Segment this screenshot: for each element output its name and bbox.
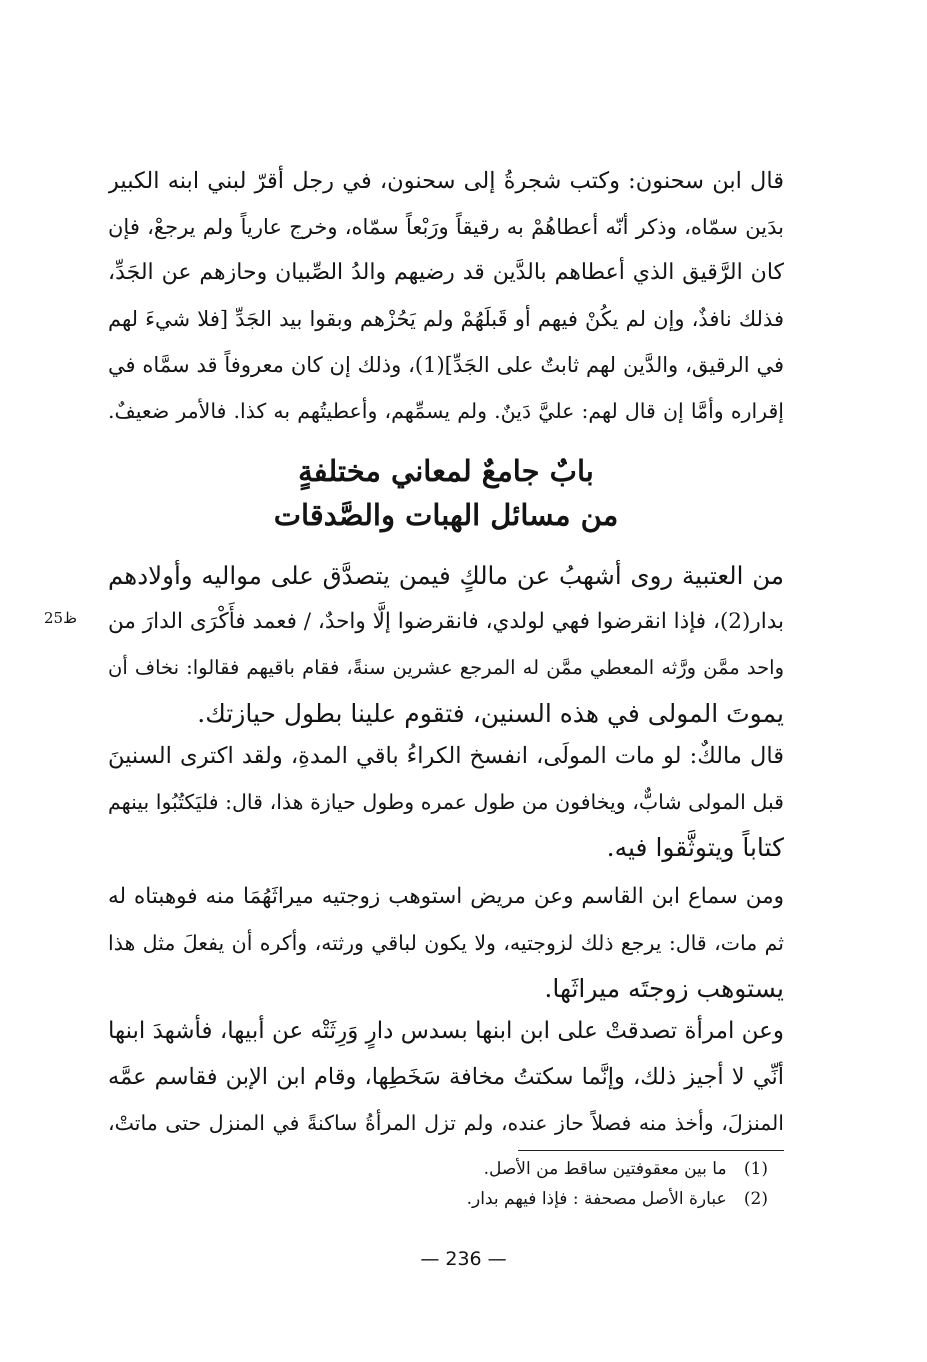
text-line: قبل المولى شابٌّ، ويخافون من طول عمره وطول حيازة هذا، قال: فليَكتُبُوا بينهم bbox=[108, 790, 784, 814]
text-line: المنزلَ، وأخذ منه فصلاً حاز عنده، ولم تزل المرأةُ ساكنةً في المنزل حتى ماتتْ، bbox=[108, 1111, 784, 1135]
text-line: بدار(2)، فإذا انقرضوا فهي لولدي، فانقرضوا إلَّا واحدٌ، / فعمد فأَكْرَى الدارَ من bbox=[108, 609, 784, 634]
footnote-text: عبارة الأصل مصحفة : فإذا فيهم بدار. bbox=[466, 1189, 727, 1209]
text-line: كان الرَّقيق الذي أعطاهم بالدَّين قد رضيهم والدُ الصِّبيان وحازهم عن الجَدِّ، bbox=[108, 260, 784, 285]
footnote-1 bbox=[300, 1156, 768, 1182]
text-line: وعن امرأة تصدقتْ على ابن ابنها بسدس دارٍ وَرِثَتْه عن أبيها، فأشهدَ ابنها bbox=[108, 1018, 784, 1044]
page-number: — 236 — bbox=[420, 1248, 507, 1270]
text-line: قال مالكٌ: لو مات المولَى، انفسخ الكراءُ باقي المدةِ، ولقد اكترى السنينَ bbox=[108, 743, 784, 769]
paragraph-1 bbox=[108, 158, 784, 434]
text-line: قال ابن سحنون: وكتب شجرةُ إلى سحنون، في رجل أقرّ لبني ابنه الكبير bbox=[108, 168, 784, 194]
text-line: إقراره وأمَّا إن قال لهم: عليَّ دَينٌ. ولم يسمِّهم، وأعطيتُهم به كذا. فالأمر ضعيفٌ. bbox=[108, 399, 784, 423]
text-line: أنِّي لا أجيز ذلك، وإنَّما سكتتُ مخافة سَخَطِها، وقام ابن الإبن فقاسم عمَّه bbox=[108, 1064, 784, 1090]
paragraph-3 bbox=[108, 733, 784, 871]
footnote-text: ما بين معقوفتين ساقط من الأصل. bbox=[483, 1159, 727, 1179]
text-line: فذلك نافذٌ، وإن لم يكُنْ فيهم أو قَبلَهُمْ ولم يَحُزْهم وبقوا بيد الجَدِّ [فلا شيءَ لهم bbox=[108, 307, 784, 331]
paragraph-4 bbox=[108, 874, 784, 1012]
text-line: واحد ممَّن ورَّثه المعطي ممَّن له المرجع عشرين سنةً، فقام باقيهم فقالوا: نخاف أن bbox=[108, 656, 784, 679]
footnote-number: (1) bbox=[743, 1159, 768, 1179]
text-line: من العتبية روى أشهبُ عن مالكٍ فيمن يتصدَّق على مواليه وأولادهم bbox=[108, 561, 784, 590]
footnote-number: (2) bbox=[743, 1189, 768, 1209]
heading-line-1: بابٌ جامعٌ لمعاني مختلفةٍ bbox=[298, 454, 594, 488]
paragraph-2 bbox=[108, 553, 784, 737]
chapter-heading bbox=[108, 449, 784, 537]
margin-folio-reference: ظ25 bbox=[44, 609, 77, 627]
footnote-divider bbox=[518, 1150, 784, 1151]
text-line: يموتَ المولى في هذه السنين، فتقوم علينا بطول حيازتك. bbox=[197, 699, 784, 728]
text-line: بدَين سمّاه، وذكر أنّه أعطاهُمْ به رقيقاً ورَبْعاً سمّاه، وخرج عارياً ولم يرجعْ، فإن bbox=[108, 215, 784, 239]
text-line: في الرقيق، والدَّين لهم ثابتٌ على الجَدِّ](1)، وذلك إن كان معروفاً قد سمَّاه في bbox=[108, 353, 784, 377]
heading-line-2: من مسائل الهبات والصَّدقات bbox=[273, 498, 619, 532]
text-line: يستوهب زوجتَه ميراثَها. bbox=[544, 974, 784, 1003]
text-line: ثم مات، قال: يرجع ذلك لزوجتيه، ولا يكون لباقي ورثته، وأكره أن يفعلَ مثل هذا bbox=[108, 931, 784, 955]
footnote-2 bbox=[300, 1186, 768, 1212]
text-line: كتاباً ويتوثَّقوا فيه. bbox=[606, 833, 784, 862]
paragraph-5 bbox=[108, 1008, 784, 1146]
text-line: ومن سماع ابن القاسم وعن مريض استوهب زوجتيه ميراثَهُمَا منه فوهبتاه له bbox=[108, 884, 784, 909]
